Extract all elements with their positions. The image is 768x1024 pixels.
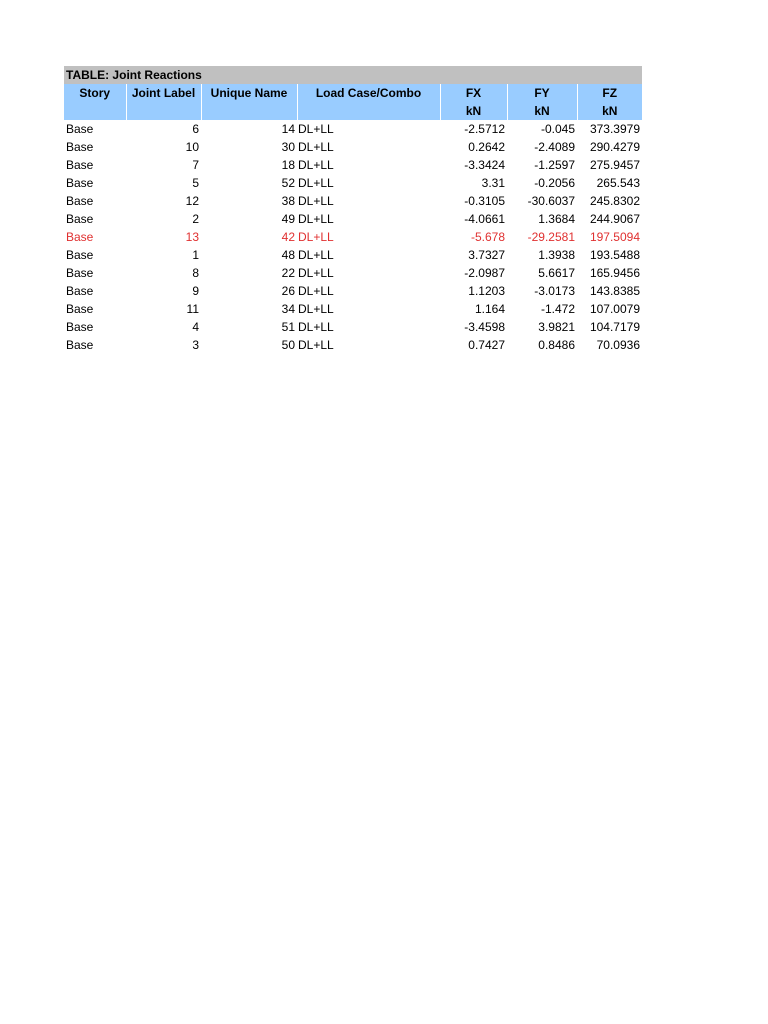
unit-joint-label	[126, 102, 201, 120]
header-fx: FX	[440, 84, 507, 102]
cell-fz: 197.5094	[589, 230, 641, 244]
cell-story: Base	[66, 230, 94, 244]
cell-fx: -2.0987	[464, 266, 505, 280]
cell-story: Base	[66, 320, 94, 334]
cell-fy: -3.0173	[534, 284, 575, 298]
cell-joint-label: 1	[192, 248, 199, 262]
cell-unique-name: 50	[281, 338, 295, 352]
header-load-case: Load Case/Combo	[297, 84, 440, 102]
cell-fy: -30.6037	[527, 194, 575, 208]
cell-fz: 165.9456	[589, 266, 641, 280]
cell-unique-name: 18	[281, 158, 295, 172]
cell-fx: 1.1203	[468, 284, 505, 298]
table-row	[64, 228, 642, 246]
cell-story: Base	[66, 158, 94, 172]
cell-fx: -0.3105	[464, 194, 505, 208]
cell-fz: 193.5488	[589, 248, 641, 262]
cell-joint-label: 6	[192, 122, 199, 136]
cell-fx: 3.31	[481, 176, 505, 190]
cell-fy: 5.6617	[538, 266, 575, 280]
cell-story: Base	[66, 122, 94, 136]
cell-unique-name: 34	[281, 302, 295, 316]
cell-unique-name: 49	[281, 212, 295, 226]
unit-load-case	[297, 102, 440, 120]
cell-joint-label: 12	[185, 194, 199, 208]
table-row	[64, 156, 642, 174]
table-row	[64, 282, 642, 300]
cell-unique-name: 48	[281, 248, 295, 262]
cell-unique-name: 14	[281, 122, 295, 136]
unit-fy: kN	[507, 102, 577, 120]
cell-load-case: DL+LL	[298, 230, 334, 244]
cell-fz: 104.7179	[589, 320, 641, 334]
cell-unique-name: 30	[281, 140, 295, 154]
cell-story: Base	[66, 266, 94, 280]
joint-reactions-sheet	[64, 66, 642, 354]
cell-load-case: DL+LL	[298, 320, 334, 334]
cell-unique-name: 26	[281, 284, 295, 298]
cell-joint-label: 10	[185, 140, 199, 154]
cell-unique-name: 42	[281, 230, 295, 244]
cell-story: Base	[66, 284, 94, 298]
cell-fx: -4.0661	[464, 212, 505, 226]
unit-story	[64, 102, 126, 120]
cell-fz: 143.8385	[589, 284, 641, 298]
table-row	[64, 174, 642, 192]
header-row	[64, 84, 642, 102]
cell-fz: 244.9067	[589, 212, 641, 226]
unit-unique-name	[201, 102, 297, 120]
cell-fx: 3.7327	[468, 248, 505, 262]
cell-fz: 245.8302	[589, 194, 641, 208]
table-row	[64, 300, 642, 318]
cell-joint-label: 3	[192, 338, 199, 352]
cell-story: Base	[66, 176, 94, 190]
table-row	[64, 336, 642, 354]
cell-fy: -0.045	[540, 122, 575, 136]
cell-fy: 0.8486	[538, 338, 575, 352]
cell-fx: 0.2642	[468, 140, 505, 154]
table-row	[64, 120, 642, 138]
cell-unique-name: 22	[281, 266, 295, 280]
cell-story: Base	[66, 140, 94, 154]
cell-joint-label: 8	[192, 266, 199, 280]
cell-load-case: DL+LL	[298, 302, 334, 316]
cell-fx: -3.3424	[464, 158, 505, 172]
table-row	[64, 264, 642, 282]
joint-reactions-table	[64, 66, 642, 354]
cell-fz: 265.543	[596, 176, 641, 190]
cell-story: Base	[66, 194, 94, 208]
cell-fx: -5.678	[470, 230, 505, 244]
cell-joint-label: 13	[185, 230, 199, 244]
cell-load-case: DL+LL	[298, 158, 334, 172]
cell-joint-label: 5	[192, 176, 199, 190]
cell-joint-label: 11	[186, 302, 199, 316]
cell-story: Base	[66, 248, 94, 262]
units-row	[64, 102, 642, 120]
cell-load-case: DL+LL	[298, 248, 334, 262]
header-story: Story	[64, 84, 126, 102]
cell-fx: -2.5712	[464, 122, 505, 136]
cell-story: Base	[66, 302, 94, 316]
cell-fz: 70.0936	[596, 338, 641, 352]
table-row	[64, 318, 642, 336]
cell-fx: 0.7427	[468, 338, 505, 352]
cell-unique-name: 38	[281, 194, 295, 208]
cell-joint-label: 4	[192, 320, 199, 334]
table-title-row	[64, 66, 642, 84]
cell-fy: -2.4089	[534, 140, 575, 154]
cell-fy: 1.3684	[538, 212, 575, 226]
unit-fz: kN	[577, 102, 642, 120]
cell-load-case: DL+LL	[298, 176, 334, 190]
cell-fz: 275.9457	[589, 158, 641, 172]
cell-fy: 3.9821	[538, 320, 575, 334]
cell-unique-name: 51	[281, 320, 295, 334]
header-fz: FZ	[577, 84, 642, 102]
cell-joint-label: 9	[192, 284, 199, 298]
cell-fz: 373.3979	[589, 122, 641, 136]
cell-story: Base	[66, 212, 94, 226]
cell-joint-label: 2	[192, 212, 199, 226]
cell-story: Base	[66, 338, 94, 352]
table-title: TABLE: Joint Reactions	[64, 66, 642, 84]
cell-fy: -29.2581	[527, 230, 575, 244]
cell-load-case: DL+LL	[298, 266, 334, 280]
table-row	[64, 138, 642, 156]
cell-load-case: DL+LL	[298, 122, 334, 136]
cell-fy: -0.2056	[534, 176, 575, 190]
cell-fx: 1.164	[474, 302, 505, 316]
cell-unique-name: 52	[281, 176, 295, 190]
cell-fy: 1.3938	[538, 248, 575, 262]
cell-fx: -3.4598	[464, 320, 505, 334]
cell-load-case: DL+LL	[298, 284, 334, 298]
cell-fy: -1.472	[540, 302, 575, 316]
cell-load-case: DL+LL	[298, 194, 334, 208]
cell-fz: 107.0079	[589, 302, 641, 316]
cell-load-case: DL+LL	[298, 140, 334, 154]
unit-fx: kN	[440, 102, 507, 120]
table-row	[64, 210, 642, 228]
table-row	[64, 246, 642, 264]
cell-joint-label: 7	[192, 158, 199, 172]
cell-load-case: DL+LL	[298, 212, 334, 226]
cell-load-case: DL+LL	[298, 338, 334, 352]
cell-fy: -1.2597	[534, 158, 575, 172]
table-row	[64, 192, 642, 210]
cell-fz: 290.4279	[589, 140, 641, 154]
header-fy: FY	[507, 84, 577, 102]
header-unique-name: Unique Name	[201, 84, 297, 102]
header-joint-label: Joint Label	[126, 84, 201, 102]
table-body	[64, 120, 642, 354]
